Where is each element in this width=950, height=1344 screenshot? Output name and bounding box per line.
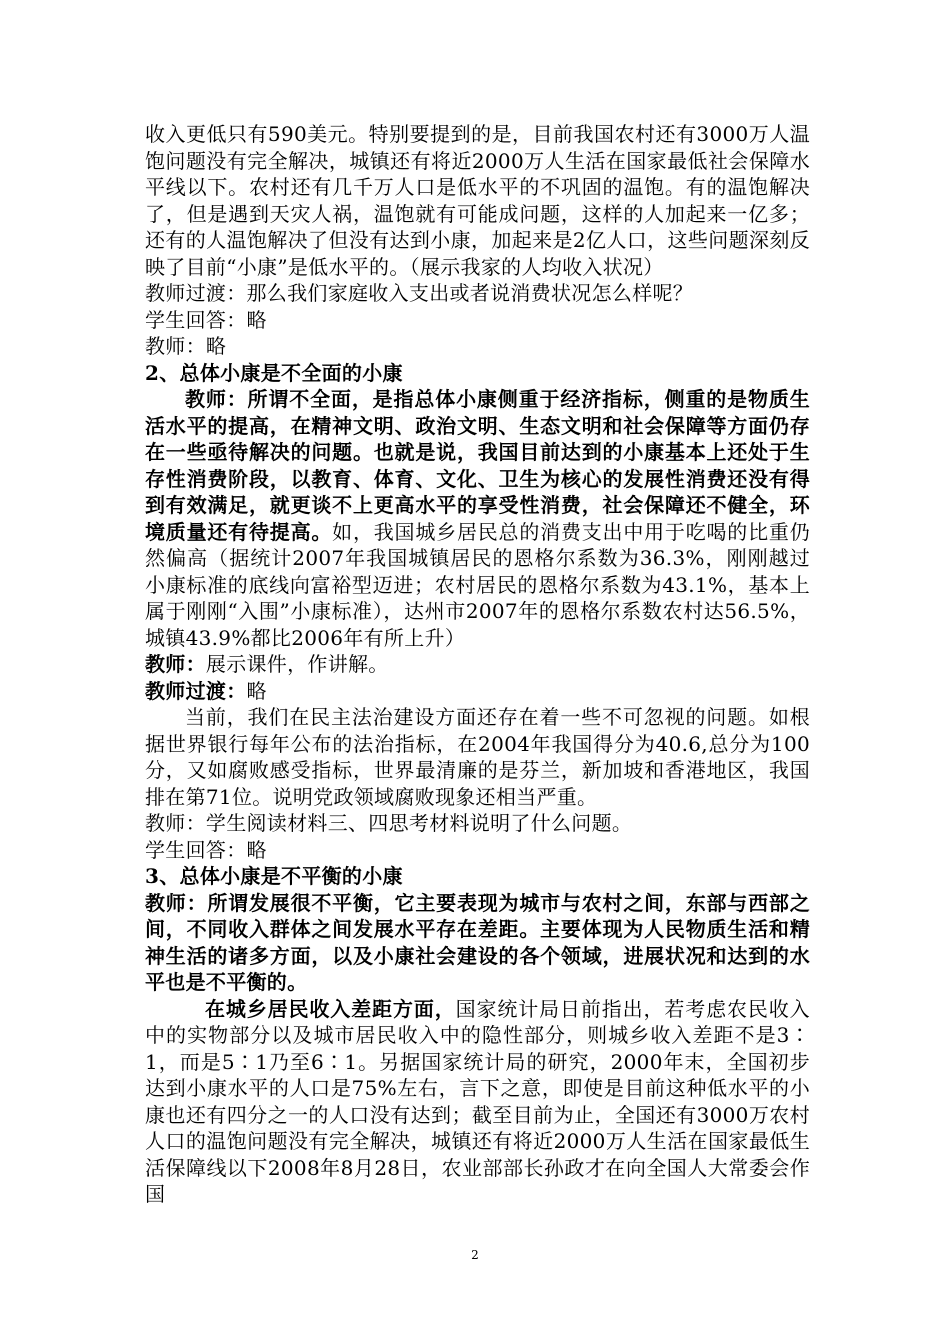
teacher-transition-label: 教师过渡： [145,678,247,703]
paragraph-incomplete-xiaokang [145,386,810,651]
paragraph-teacher-transition-2 [145,678,810,705]
document-body [145,121,810,1208]
section-heading-3: 3、总体小康是不平衡的小康 [145,864,403,888]
paragraph-teacher-brief: 教师：略 [145,334,227,358]
section-heading-2: 2、总体小康是不全面的小康 [145,360,403,385]
urban-rural-gap-bold: 在城乡居民收入差距方面， [205,996,456,1021]
paragraph-student-answer-2: 学生回答：略 [145,837,267,862]
page-number: 2 [471,1248,479,1262]
paragraph-rule-of-law: 当前，我们在民主法治建设方面还存在着一些不可忽视的问题。如根据世界银行每年公布的法治指标，在2004年我国得分为40.6,总分为100分，又如腐败感受指标，世界最清廉的是芬兰，新加坡和香港地区，我国排在第71位。说明党政领域腐败现象还相当严重。 [145,705,810,809]
teacher-label: 教师： [145,652,206,676]
teacher-courseware-text: 展示课件，作讲解。 [205,652,389,676]
urban-rural-gap-normal: 国家统计局日前指出，若考虑农民收入中的实物部分以及城市居民收入中的隐性部分，则城乡收入差距不是3∶1，而是5∶1乃至6∶1。另据国家统计局的研究，2000年末，全国初步达到小康水平的人口是75%左右，言下之意，即使是目前这种低水平的小康也还有四分之一的人口没有达到；截至目前为止，全国还有3000万农村人口的温饱问题没有完全解决，城镇还有将近2000万人生活在国家最低生活保障线以下2008年8月28日，农业部部长孙政才在向全国人大常委会作国 [145,996,810,1206]
paragraph-teacher-transition: 教师过渡：那么我们家庭收入支出或者说消费状况怎么样呢？ [145,281,694,305]
paragraph-income: 收入更低只有590美元。特别要提到的是，目前我国农村还有3000万人温饱问题没有完全解决，城镇还有将近2000万人生活在国家最低社会保障水平线以下。农村还有几千万人口是低水平的不巩固的温饱。有的温饱解决了，但是遇到天灾人祸，温饱就有可能成问题，这样的人加起来一亿多；还有的人温饱解决了但没有达到小康，加起来是2亿人口，这些问题深刻反映了目前“小康”是低水平的。（展示我家的人均收入状况） [145,122,810,279]
paragraph-incomplete-normal: 如，我国城乡居民总的消费支出中用于吃喝的比重仍然偏高（据统计2007年我国城镇居民的恩格尔系数为36.3%，刚刚越过小康标准的底线向富裕型迈进；农村居民的恩格尔系数为43.1%，基本上属于刚刚“入围”小康标准），达州市2007年的恩格尔系数农村达56.5%，城镇43.9%都比2006年有所上升） [145,519,810,650]
teacher-transition-text: 略 [246,678,267,703]
paragraph-unbalanced: 教师：所谓发展很不平衡，它主要表现为城市与农村之间，东部与西部之间，不同收入群体之间发展水平存在差距。主要体现为人民物质生活和精神生活的诸多方面，以及小康社会建设的各个领域，进展状况和达到的水平也是不平衡的。 [145,890,810,994]
paragraph-urban-rural-gap [145,996,810,1208]
paragraph-incomplete-bold: 教师：所谓不全面，是指总体小康侧重于经济指标，侧重的是物质生活水平的提高，在精神文明、政治文明、生态文明和社会保障等方面仍存在一些亟待解决的问题。也就是说，我国目前达到的小康基本上还处于生存性消费阶段，以教育、体育、文化、卫生为核心的发展性消费还没有得到有效满足，就更谈不上更高水平的享受性消费，社会保障还不健全，环境质量还有待提高。 [145,387,810,544]
paragraph-teacher-courseware [145,651,810,678]
paragraph-teacher-reading: 教师：学生阅读材料三、四思考材料说明了什么问题。 [145,811,633,835]
paragraph-student-answer: 学生回答：略 [145,307,267,332]
